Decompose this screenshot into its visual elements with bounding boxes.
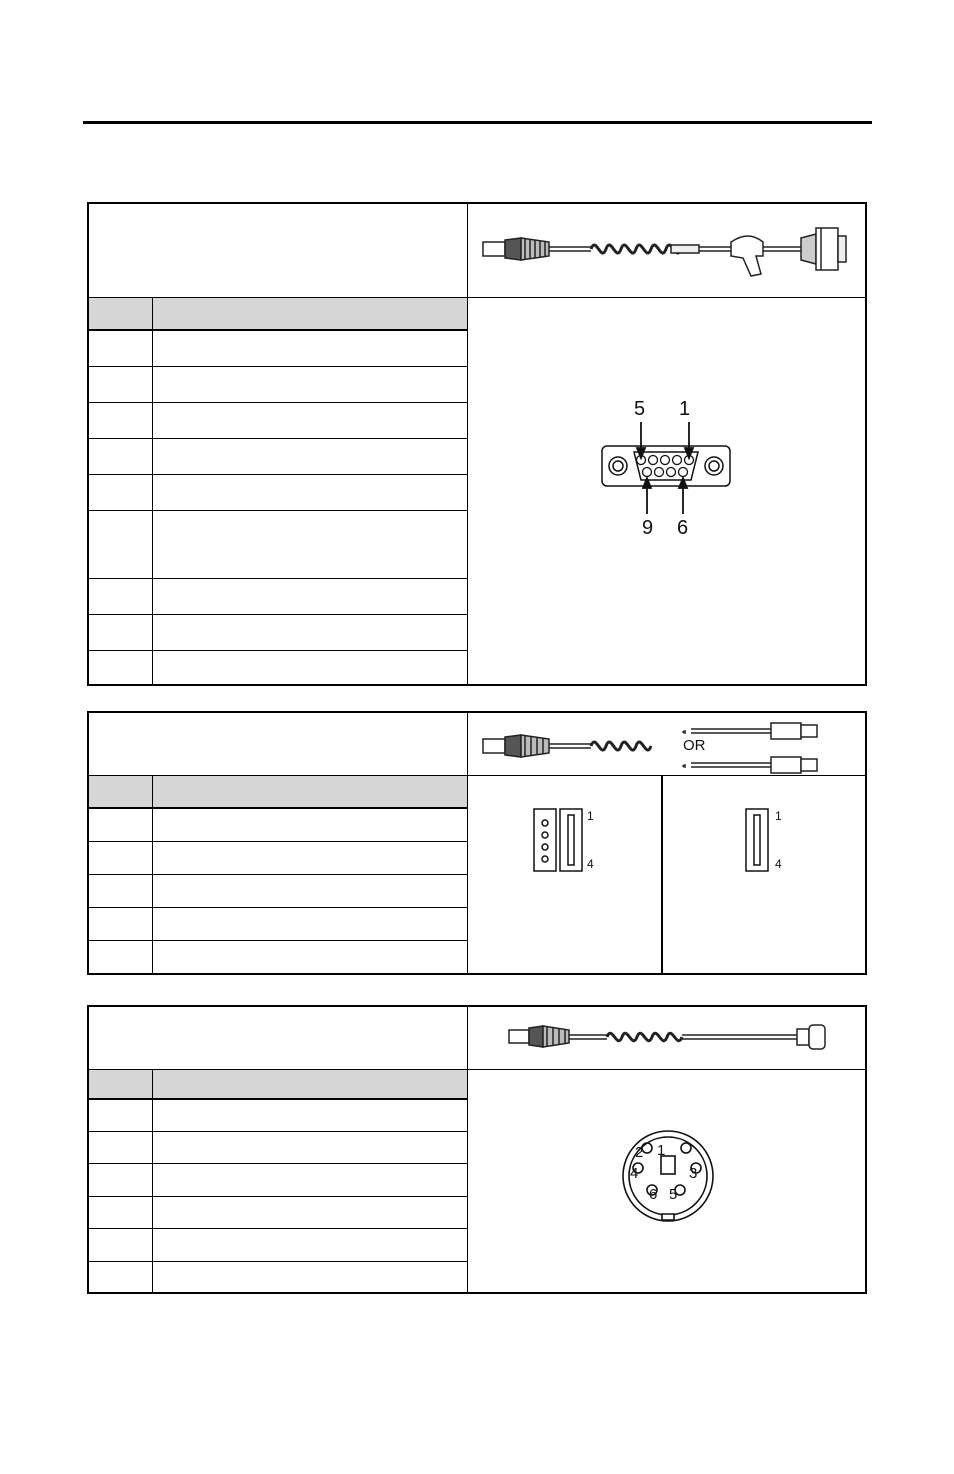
pin-label-1: 1 xyxy=(657,1142,666,1159)
table-row xyxy=(89,578,467,579)
table-row xyxy=(89,874,467,875)
ps2-cable-illustration xyxy=(507,1017,837,1057)
usb-connector-left-diagram xyxy=(533,807,583,873)
usb-cable-illustration xyxy=(481,719,851,773)
usb-pinout-table xyxy=(87,711,867,975)
ps2-pinout-table xyxy=(87,1005,867,1294)
pin-label-1: 1 xyxy=(587,809,594,823)
table-row xyxy=(89,1196,467,1197)
pin-label-6: 6 xyxy=(677,517,689,539)
pin-label-1: 1 xyxy=(775,809,782,823)
pin-label-4: 4 xyxy=(630,1165,639,1182)
usb-connector-right-diagram xyxy=(745,807,769,873)
table-row xyxy=(89,614,467,615)
divider xyxy=(89,807,467,809)
divider xyxy=(467,204,468,684)
pin-label-1: 1 xyxy=(679,398,691,420)
table-row xyxy=(89,438,467,439)
divider xyxy=(467,713,468,973)
divider xyxy=(89,1098,467,1100)
divider xyxy=(467,1007,468,1292)
pin-label-2: 2 xyxy=(635,1144,644,1161)
table-header xyxy=(89,1070,467,1098)
pin-label-3: 3 xyxy=(689,1165,698,1182)
table-row xyxy=(89,907,467,908)
pin-label-5: 5 xyxy=(669,1186,678,1203)
pin-arrows xyxy=(601,414,731,524)
pin-label-5: 5 xyxy=(634,398,646,420)
top-rule xyxy=(83,121,872,124)
rs232-cable-illustration xyxy=(481,224,856,279)
divider xyxy=(89,329,467,331)
pin-label-4: 4 xyxy=(587,857,594,871)
divider xyxy=(661,776,663,973)
table-row xyxy=(89,366,467,367)
pin-label-6: 6 xyxy=(649,1186,658,1203)
table-row xyxy=(89,1261,467,1262)
table-row xyxy=(89,402,467,403)
table-row xyxy=(89,650,467,651)
divider xyxy=(152,298,153,684)
table-row xyxy=(89,841,467,842)
table-header xyxy=(89,776,467,808)
table-row xyxy=(89,1131,467,1132)
rs232-pinout-table xyxy=(87,202,867,686)
table-row xyxy=(89,1228,467,1229)
table-row xyxy=(89,1163,467,1164)
table-header xyxy=(89,298,467,330)
table-row xyxy=(89,510,467,511)
table-row xyxy=(89,474,467,475)
or-label: OR xyxy=(683,737,706,754)
table-row xyxy=(89,940,467,941)
pin-label-4: 4 xyxy=(775,857,782,871)
pin-label-9: 9 xyxy=(642,517,654,539)
divider xyxy=(152,1070,153,1292)
